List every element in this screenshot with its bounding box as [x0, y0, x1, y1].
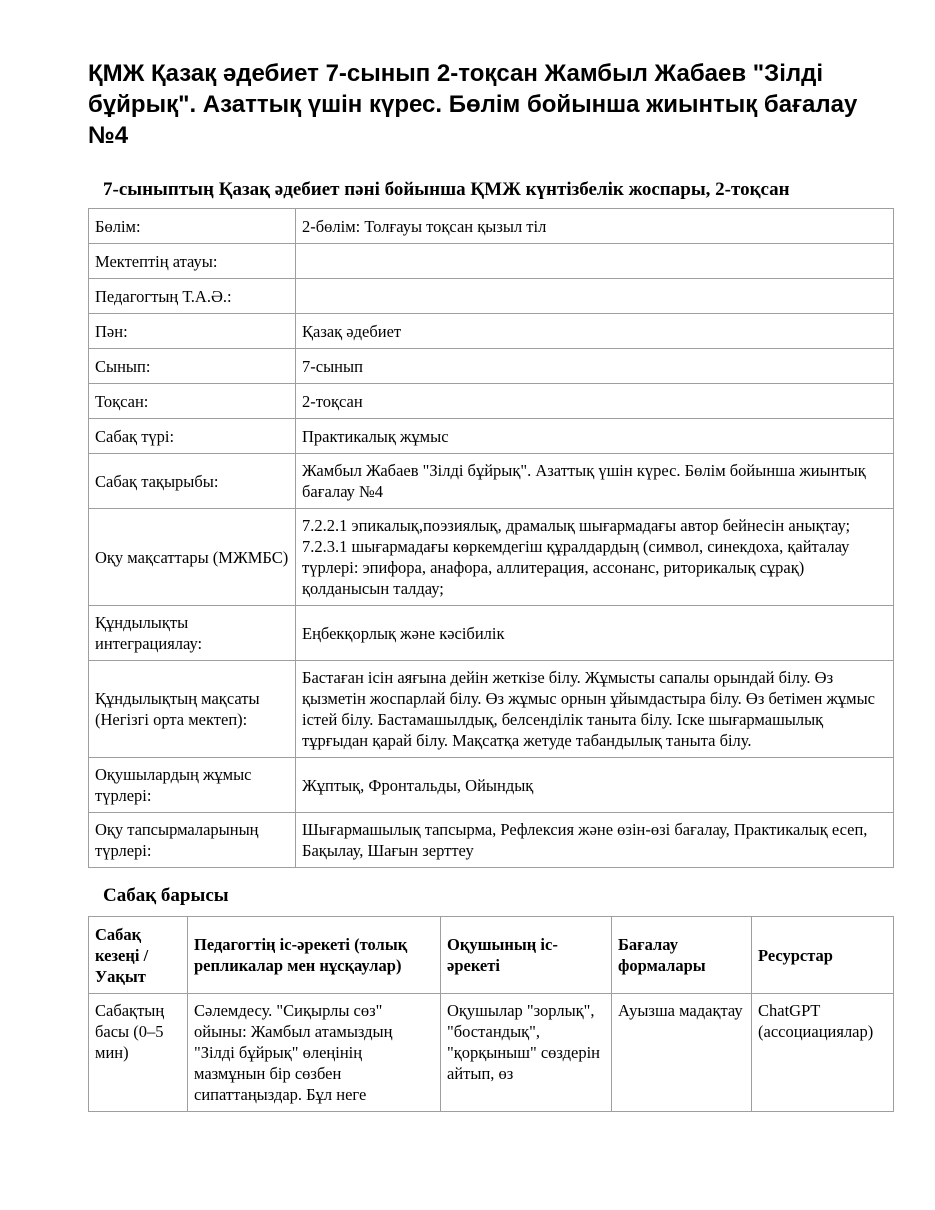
table-header-row	[89, 917, 894, 994]
cell-student	[441, 994, 612, 1112]
table-row	[89, 244, 894, 279]
row-value: 2-бөлім: Толғауы тоқсан қызыл тіл	[296, 209, 894, 244]
cell-resources	[752, 994, 894, 1112]
assessment-text: Ауызша мадақтау	[618, 1001, 743, 1020]
row-value	[296, 279, 894, 314]
row-value: Практикалық жұмыс	[296, 419, 894, 454]
table-row	[89, 994, 894, 1112]
header-student: Оқушының іс-әрекеті	[441, 917, 612, 994]
row-value: 2-тоқсан	[296, 384, 894, 419]
lesson-heading: Сабақ барысы	[103, 885, 229, 906]
row-value: 7.2.2.1 эпикалық,поэзиялық, драмалық шығармадағы автор бейнесін анықтау; 7.2.3.1 шығармадағы көркемдегіш құралдардың (символ, синекдоха, қайталау түрлері: эпифора, анафора, аллитерация, ассонанс, риторикалық сұрақ) қолданысын талдау;	[296, 509, 894, 606]
table-row	[89, 606, 894, 661]
row-value: Бастаған ісін аяғына дейін жеткізе білу. Жұмысты сапалы орындай білу. Өз қызметін жоспарлай білу. Өз жұмыс орнын ұйымдастыра білу. Өз бетімен жұмыс істей білу. Бастамашылдық, белсенділік таныта білу. Іске шығармашылық тұрғыдан қарай білу. Мақсатқа жетуде табандылық таныта білу.	[296, 661, 894, 758]
resources-text: ChatGPT (ассоциациялар)	[758, 1001, 874, 1041]
table-row	[89, 454, 894, 509]
document-page	[88, 58, 893, 1112]
row-label: Мектептің атауы:	[89, 244, 296, 279]
row-label: Тоқсан:	[89, 384, 296, 419]
table-row	[89, 758, 894, 813]
row-label: Сынып:	[89, 349, 296, 384]
row-label: Құндылықты интеграциялау:	[89, 606, 296, 661]
row-label: Сабақ түрі:	[89, 419, 296, 454]
row-label: Пән:	[89, 314, 296, 349]
document-title: ҚМЖ Қазақ әдебиет 7-сынып 2-тоқсан Жамбыл Жабаев "Зілді бұйрық". Азаттық үшін күрес. Бөлім бойынша жиынтық бағалау №4	[88, 60, 858, 149]
row-label: Бөлім:	[89, 209, 296, 244]
cell-assessment	[612, 994, 752, 1112]
lesson-table	[88, 916, 894, 1112]
row-label: Оқу тапсырмаларының түрлері:	[89, 813, 296, 868]
table-row	[89, 209, 894, 244]
teacher-text: Сәлемдесу. "Сиқырлы сөз" ойыны: Жамбыл атамыздың "Зілді бұйрық" өлеңінің мазмұнын бір сөзбен сипаттаңыздар. Бұл неге	[194, 1001, 393, 1104]
row-value	[296, 244, 894, 279]
header-assessment: Бағалау формалары	[612, 917, 752, 994]
table-row	[89, 509, 894, 606]
info-table	[88, 208, 894, 868]
table-row	[89, 661, 894, 758]
row-label: Педагогтың Т.А.Ә.:	[89, 279, 296, 314]
row-value: Жамбыл Жабаев "Зілді бұйрық". Азаттық үшін күрес. Бөлім бойынша жиынтық бағалау №4	[296, 454, 894, 509]
table-row	[89, 349, 894, 384]
table-row	[89, 419, 894, 454]
row-label: Құндылықтың мақсаты (Негізгі орта мектеп):	[89, 661, 296, 758]
table-row	[89, 314, 894, 349]
cell-stage	[89, 994, 188, 1112]
row-value: 7-сынып	[296, 349, 894, 384]
table-row	[89, 813, 894, 868]
row-value: Шығармашылық тапсырма, Рефлексия және өзін-өзі бағалау, Практикалық есеп, Бақылау, Шағын зерттеу	[296, 813, 894, 868]
row-label: Оқу мақсаттары (МЖМБС)	[89, 509, 296, 606]
plan-heading: 7-сыныптың Қазақ әдебиет пәні бойынша ҚМЖ күнтізбелік жоспары, 2-тоқсан	[103, 179, 790, 200]
row-label: Сабақ тақырыбы:	[89, 454, 296, 509]
student-text: Оқушылар "зорлық", "бостандық", "қорқыныш" сөздерін айтып, өз	[447, 1001, 601, 1083]
row-label: Оқушылардың жұмыс түрлері:	[89, 758, 296, 813]
row-value: Қазақ әдебиет	[296, 314, 894, 349]
stage-text: Сабақтың басы (0–5 мин)	[95, 1001, 165, 1062]
cell-teacher	[188, 994, 441, 1112]
row-value: Еңбекқорлық және кәсібилік	[296, 606, 894, 661]
header-resources: Ресурстар	[752, 917, 894, 994]
row-value: Жұптық, Фронтальды, Ойындық	[296, 758, 894, 813]
header-teacher: Педагогтің іс-әрекеті (толық репликалар мен нұсқаулар)	[188, 917, 441, 994]
header-stage: Сабақ кезеңі / Уақыт	[89, 917, 188, 994]
table-row	[89, 279, 894, 314]
table-row	[89, 384, 894, 419]
